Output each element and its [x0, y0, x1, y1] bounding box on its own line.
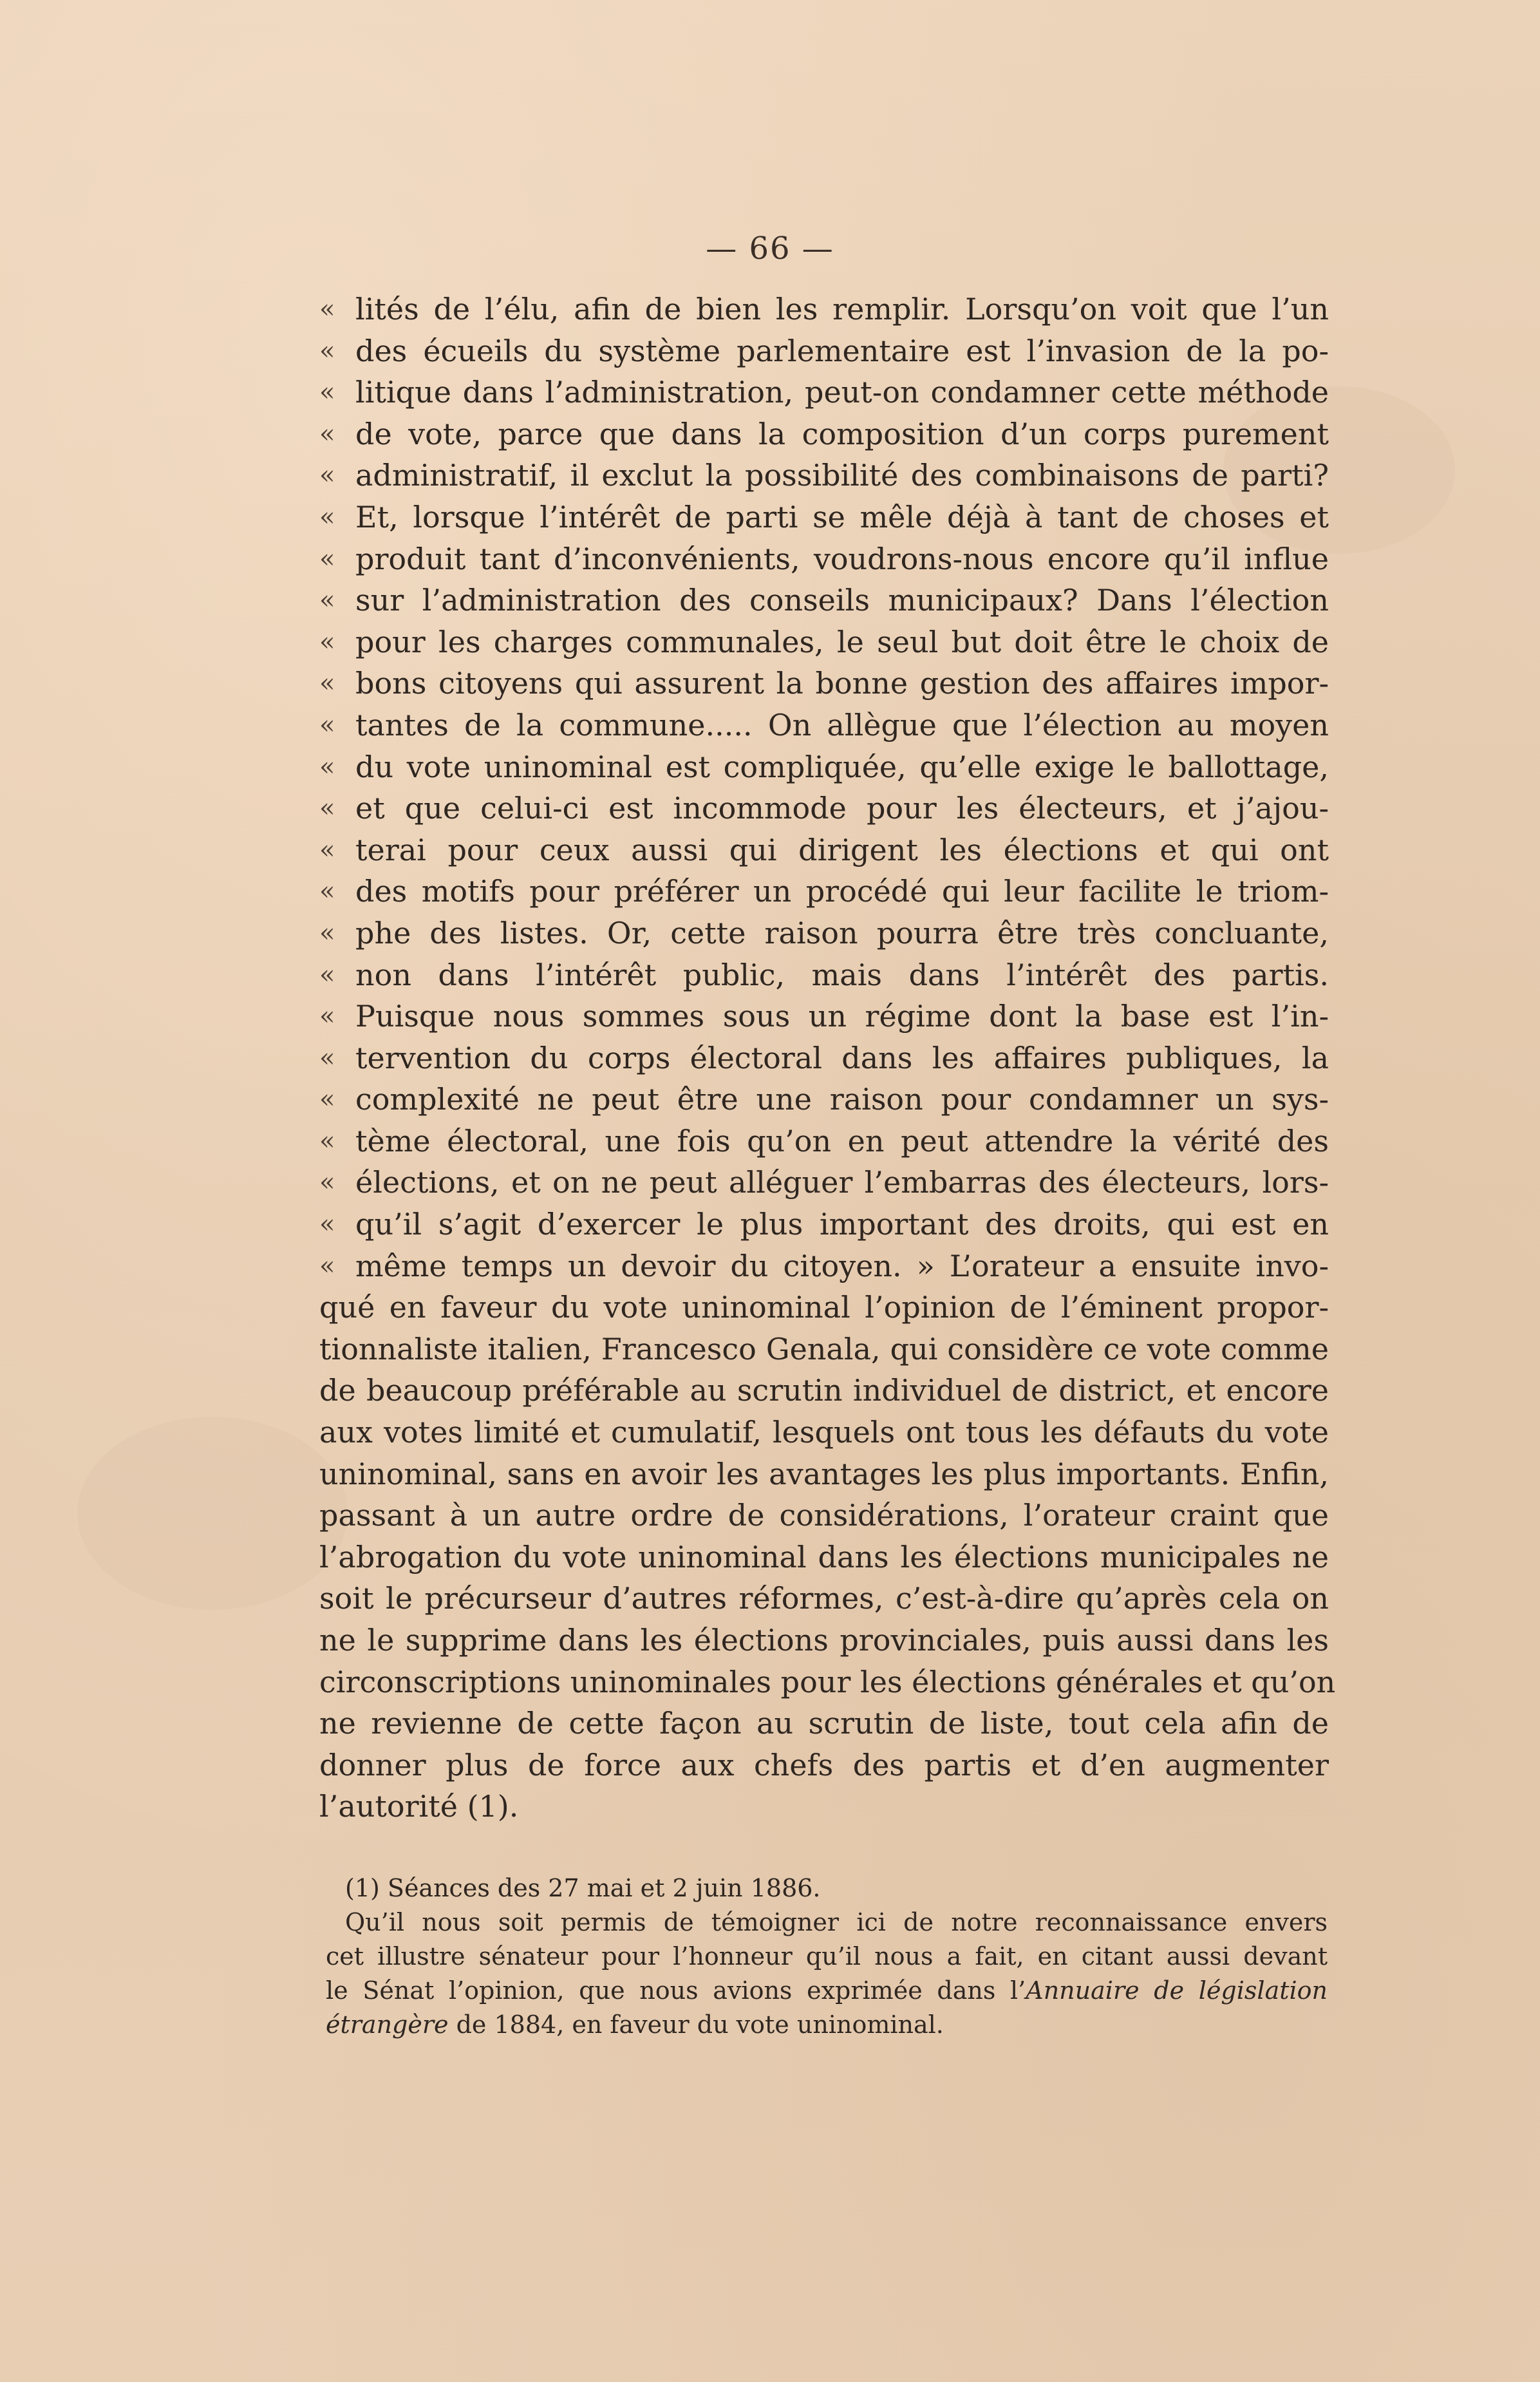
quoted-line	[319, 1120, 1329, 1162]
quotation-mark: «	[319, 751, 335, 782]
quotation-mark: «	[319, 419, 335, 449]
quotation-mark: «	[319, 793, 335, 824]
quotation-mark: «	[319, 1043, 335, 1073]
quoted-line	[319, 829, 1329, 871]
quoted-line-text: Puisque nous sommes sous un régime dont la base est l’in-	[355, 999, 1329, 1034]
quoted-line	[319, 372, 1329, 413]
quoted-line	[319, 1245, 1329, 1287]
quotation-mark: «	[319, 1209, 335, 1240]
quotation-mark: «	[319, 1084, 335, 1115]
quoted-line	[319, 538, 1329, 580]
quotation-mark: «	[319, 1167, 335, 1198]
quotation-mark: «	[319, 294, 335, 324]
quoted-line-text: non dans l’intérêt public, mais dans l’intérêt des partis.	[355, 957, 1329, 992]
quotation-mark: «	[319, 918, 335, 948]
footnote-line: Qu’il nous soit permis de témoigner ici de notre reconnaissance envers	[345, 1908, 1328, 1936]
page-number: — 66 —	[706, 231, 834, 267]
quoted-line-text: sur l’administration des conseils municipaux? Dans l’élection	[355, 583, 1329, 618]
quotation-mark: «	[319, 668, 335, 699]
quoted-line-text: lités de l’élu, afin de bien les remplir. Lorsqu’on voit que l’un	[355, 292, 1329, 326]
footnote-italic-title: étrangère	[326, 2010, 449, 2039]
narrative-passage	[319, 1287, 1336, 1828]
quoted-line-text: de vote, parce que dans la composition d’un corps purement	[355, 416, 1329, 451]
text-line: qué en faveur du vote uninominal l’opinion de l’éminent propor-	[319, 1290, 1329, 1325]
text-line: tionnaliste italien, Francesco Genala, qui considère ce vote comme	[319, 1331, 1329, 1366]
quoted-line	[319, 1037, 1329, 1079]
quoted-line-text: et que celui-ci est incommode pour les électeurs, et j’ajou-	[355, 791, 1329, 826]
quotation-mark: «	[319, 544, 335, 574]
quoted-line	[319, 621, 1329, 663]
quoted-line	[319, 413, 1329, 455]
footnote-text: le Sénat l’opinion, que nous avions exprimée dans l’	[326, 1976, 1026, 2005]
text-line: donner plus de force aux chefs des partis et d’en augmenter	[319, 1747, 1329, 1782]
body-text	[319, 288, 1336, 1828]
quoted-line-text: bons citoyens qui assurent la bonne gestion des affaires impor-	[355, 666, 1329, 701]
quoted-line	[319, 496, 1329, 538]
quoted-line	[319, 455, 1329, 496]
quoted-line	[319, 996, 1329, 1037]
quoted-line-text: même temps un devoir du citoyen. » L’orateur a ensuite invo-	[355, 1248, 1329, 1283]
quoted-line	[319, 330, 1329, 372]
quoted-line	[319, 288, 1329, 330]
quotation-mark: «	[319, 835, 335, 865]
text-line: l’autorité (1).	[319, 1789, 519, 1824]
quoted-passage	[319, 288, 1329, 1287]
footnote-line: cet illustre sénateur pour l’honneur qu’il nous a fait, en citant aussi devant	[326, 1942, 1328, 1971]
text-line: soit le précurseur d’autres réformes, c’est-à-dire qu’après cela on	[319, 1581, 1329, 1616]
quoted-line-text: du vote uninominal est compliquée, qu’elle exige le ballottage,	[355, 749, 1329, 784]
text-line: ne revienne de cette façon au scrutin de liste, tout cela afin de	[319, 1706, 1329, 1741]
quotation-mark: «	[319, 1126, 335, 1156]
paper-stain	[77, 1417, 348, 1610]
quotation-mark: «	[319, 627, 335, 657]
quoted-line	[319, 1204, 1329, 1245]
quoted-line	[319, 871, 1329, 912]
quoted-line-text: complexité ne peut être une raison pour condamner un sys-	[355, 1082, 1329, 1117]
quoted-line	[319, 580, 1329, 621]
text-line: circonscriptions uninominales pour les élections générales et qu’on	[319, 1664, 1336, 1699]
quoted-line	[319, 663, 1329, 704]
quoted-line-text: tervention du corps électoral dans les affaires publiques, la	[355, 1040, 1329, 1075]
quoted-line-text: produit tant d’inconvénients, voudrons-nous encore qu’il influe	[355, 541, 1329, 576]
quoted-line-text: qu’il s’agit d’exercer le plus important des droits, qui est en	[355, 1207, 1329, 1242]
quoted-line	[319, 704, 1329, 746]
text-line: aux votes limité et cumulatif, lesquels ont tous les défauts du vote	[319, 1415, 1329, 1450]
text-line: l’abrogation du vote uninominal dans les élections municipales ne	[319, 1539, 1329, 1574]
quoted-line-text: Et, lorsque l’intérêt de parti se mêle déjà à tant de choses et	[355, 499, 1329, 534]
quoted-line-text: tème électoral, une fois qu’on en peut attendre la vérité des	[355, 1123, 1329, 1158]
quoted-line-text: tantes de la commune..... On allègue que l’élection au moyen	[355, 707, 1329, 742]
quoted-line-text: des motifs pour préférer un procédé qui leur facilite le triom-	[355, 874, 1329, 909]
footnote-line	[326, 1974, 1328, 2008]
quotation-mark: «	[319, 876, 335, 907]
quoted-line-text: des écueils du système parlementaire est l’invasion de la po-	[355, 333, 1329, 368]
text-line: uninominal, sans en avoir les avantages les plus importants. Enfin,	[319, 1456, 1329, 1491]
quoted-line	[319, 954, 1329, 996]
text-line: ne le supprime dans les élections provinciales, puis aussi dans les	[319, 1623, 1329, 1658]
quotation-mark: «	[319, 336, 335, 366]
footnote	[326, 1871, 1328, 2042]
quoted-line	[319, 912, 1329, 954]
quotation-mark: «	[319, 959, 335, 990]
quoted-line-text: pour les charges communales, le seul but doit être le choix de	[355, 624, 1329, 659]
footnote-italic-title: Annuaire de législation	[1026, 1976, 1328, 2005]
quotation-mark: «	[319, 377, 335, 408]
quoted-line-text: phe des listes. Or, cette raison pourra être très concluante,	[355, 915, 1329, 950]
quotation-mark: «	[319, 1001, 335, 1032]
quoted-line-text: administratif, il exclut la possibilité des combinaisons de parti?	[355, 458, 1329, 493]
quoted-line-text: litique dans l’administration, peut-on condamner cette méthode	[355, 375, 1329, 410]
footnote-line	[326, 2008, 1328, 2042]
text-line: de beaucoup préférable au scrutin individuel de district, et encore	[319, 1373, 1329, 1408]
footnote-text: de 1884, en faveur du vote uninominal.	[448, 2010, 944, 2039]
quotation-mark: «	[319, 502, 335, 532]
footnote-reference: (1) Séances des 27 mai et 2 juin 1886.	[345, 1874, 821, 1902]
quotation-mark: «	[319, 585, 335, 616]
quoted-line-text: élections, et on ne peut alléguer l’embarras des électeurs, lors-	[355, 1165, 1329, 1200]
quoted-line	[319, 1079, 1329, 1120]
quotation-mark: «	[319, 710, 335, 740]
quoted-line	[319, 788, 1329, 829]
quotation-mark: «	[319, 1251, 335, 1281]
quoted-line	[319, 1162, 1329, 1204]
text-line: passant à un autre ordre de considérations, l’orateur craint que	[319, 1498, 1329, 1533]
quoted-line-text: terai pour ceux aussi qui dirigent les élections et qui ont	[355, 832, 1329, 867]
quoted-line	[319, 746, 1329, 788]
quotation-mark: «	[319, 460, 335, 491]
